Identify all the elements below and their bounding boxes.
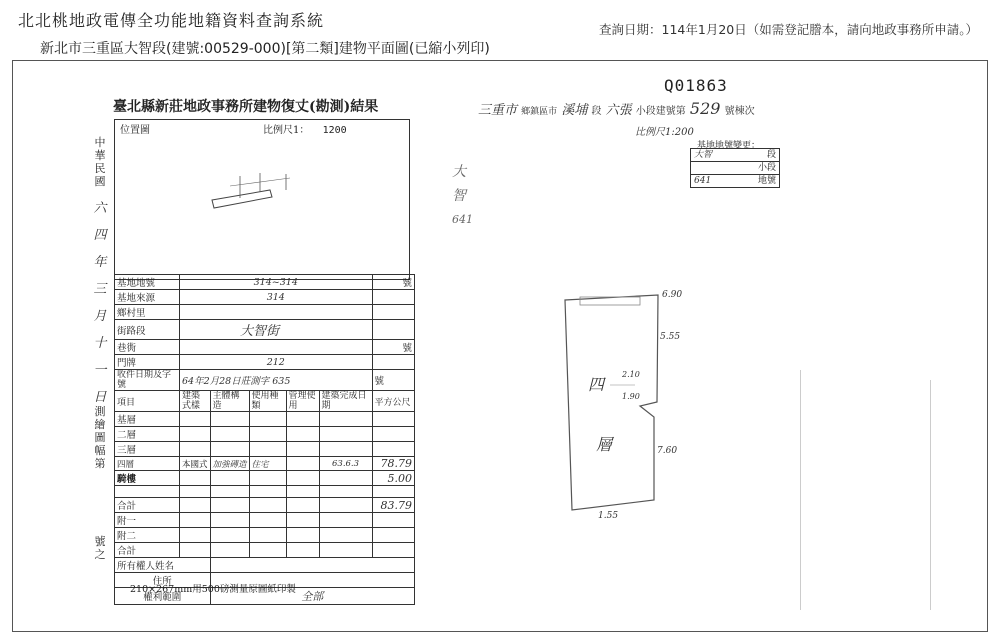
- floor-row: [115, 486, 415, 498]
- vertical-label-no: 號之: [94, 535, 106, 561]
- floor-cell: [286, 442, 319, 457]
- basemap-row: [691, 162, 779, 175]
- floor-cell: [286, 513, 319, 528]
- row-label: 街路段: [115, 320, 180, 340]
- side-note-char: 智: [452, 188, 466, 204]
- floor-cell: [210, 442, 249, 457]
- col-header: 項目: [115, 391, 180, 412]
- floor-cell: [210, 471, 249, 486]
- floor-cell: [372, 513, 414, 528]
- floor-cell: [210, 513, 249, 528]
- rights-label: 權利範圍: [115, 588, 211, 605]
- rights-value: 全部: [210, 588, 414, 605]
- row-label: 巷衖: [115, 340, 180, 355]
- floor-cell: 騎樓: [115, 471, 180, 486]
- floor-cell: [372, 528, 414, 543]
- floor-plan-drawing: [540, 280, 720, 530]
- floor-cell: [286, 412, 319, 427]
- floor-cell: [319, 471, 372, 486]
- address-subsection: 六張: [605, 103, 632, 118]
- row-suffix: [372, 290, 414, 305]
- floor-cell: [372, 486, 414, 498]
- registration-table: [114, 274, 415, 605]
- floor-cell: 加強磚造: [210, 457, 249, 471]
- plan-room-label-2: 層: [596, 435, 613, 454]
- floor-cell: [180, 427, 211, 442]
- address-city: 三重市: [478, 103, 518, 118]
- floor-cell: [286, 471, 319, 486]
- plan-dim-top: 6.90: [662, 290, 683, 300]
- floor-cell: [319, 442, 372, 457]
- vertical-date: [91, 195, 109, 411]
- address-build-no: 529: [689, 99, 721, 118]
- side-note-char: 大: [452, 164, 466, 180]
- floor-row: [115, 543, 415, 558]
- plan-dim-inner-1: 2.10: [622, 370, 640, 379]
- row-value: [180, 340, 373, 355]
- owner-value: [210, 558, 414, 573]
- row-value: 314: [180, 290, 373, 305]
- date-char: 六: [93, 201, 107, 216]
- row-value: 212: [180, 355, 373, 370]
- row-label: 基地來源: [115, 290, 180, 305]
- column-header-row: [115, 391, 415, 412]
- col-header: 建築式樣: [180, 391, 211, 412]
- vertical-label-roc: 中華民國: [94, 136, 106, 188]
- floor-cell: [115, 486, 180, 498]
- floor-cell: [180, 543, 211, 558]
- query-date: 查詢日期：114年1月20日（如需登記謄本，請向地政事務所申請。）: [599, 22, 978, 37]
- table-row: [115, 275, 415, 290]
- floor-cell: [249, 528, 286, 543]
- row-suffix: [372, 355, 414, 370]
- floor-cell: [249, 412, 286, 427]
- table-row: [115, 305, 415, 320]
- col-header: 使用種類: [249, 391, 286, 412]
- floor-cell: [249, 486, 286, 498]
- floor-cell: [319, 486, 372, 498]
- row-label: 收件日期及字號: [115, 370, 180, 391]
- floor-cell: [180, 528, 211, 543]
- plan-scale-note: 比例尺1:200: [635, 127, 694, 138]
- floor-cell: 5.00: [372, 471, 414, 486]
- location-map-label: 位置圖: [120, 125, 150, 136]
- basemap-change-box: [690, 148, 780, 188]
- floor-cell: 附二: [115, 528, 180, 543]
- floor-cell: 附一: [115, 513, 180, 528]
- basemap-value: 641: [694, 176, 712, 186]
- owner-label: 所有權人姓名: [115, 558, 211, 573]
- row-value: 大智街: [180, 320, 373, 340]
- floor-cell: [180, 513, 211, 528]
- plan-dim-right-2: 7.60: [657, 446, 678, 456]
- address-label: 住所: [115, 573, 211, 588]
- floor-cell: [249, 498, 286, 513]
- date-char: 年: [93, 255, 107, 270]
- owner-row: [115, 558, 415, 573]
- floor-cell: [372, 442, 414, 457]
- table-row: [115, 355, 415, 370]
- floor-cell: [286, 427, 319, 442]
- page-header-title: 北北桃地政電傳全功能地籍資料查詢系統: [18, 11, 325, 30]
- floor-cell: 合計: [115, 498, 180, 513]
- floor-cell: [372, 427, 414, 442]
- basemap-change-title: 基地地號變更：: [697, 141, 761, 151]
- floor-cell: [180, 471, 211, 486]
- floor-row: [115, 528, 415, 543]
- basemap-unit: 小段: [757, 163, 776, 173]
- floor-cell: [210, 528, 249, 543]
- basemap-value: 大智: [694, 150, 713, 160]
- floor-cell: 本國式: [180, 457, 211, 471]
- floor-cell: [249, 442, 286, 457]
- row-suffix: 號: [372, 340, 414, 355]
- form-footer: 210×267mm用500磅測量原圖紙印製: [130, 584, 296, 595]
- address-subsection-label: 小段建號第: [635, 106, 686, 117]
- floor-row: [115, 412, 415, 427]
- row-value: 314~314: [180, 275, 373, 290]
- floor-cell: [319, 412, 372, 427]
- table-row: [115, 290, 415, 305]
- floor-cell: [249, 471, 286, 486]
- floor-cell: [319, 528, 372, 543]
- row-suffix: [372, 305, 414, 320]
- plan-dim-right-1: 5.55: [660, 332, 681, 342]
- date-char: 月: [93, 309, 107, 324]
- table-row: [115, 370, 415, 391]
- floor-cell: 三層: [115, 442, 180, 457]
- floor-cell: [210, 486, 249, 498]
- date-char: 四: [93, 228, 107, 243]
- basemap-row: [691, 175, 779, 187]
- date-char: 一: [93, 363, 107, 378]
- floor-cell: 78.79: [372, 457, 414, 471]
- floor-cell: [249, 513, 286, 528]
- floor-cell: [372, 543, 414, 558]
- col-header: 建築完成日期: [319, 391, 372, 412]
- floor-row: [115, 427, 415, 442]
- floor-cell: [180, 442, 211, 457]
- scale-value: 1200: [322, 125, 347, 136]
- date-char: 十: [93, 336, 107, 351]
- plan-room-label: 四: [588, 375, 605, 394]
- scale-label: [263, 121, 347, 136]
- floor-cell: [319, 427, 372, 442]
- floor-cell: [286, 498, 319, 513]
- floor-cell: [210, 498, 249, 513]
- floor-cell: [180, 486, 211, 498]
- page-header-subtitle: 新北市三重區大智段(建號:00529-000)[第二類]建物平面圖(已縮小列印): [40, 41, 490, 57]
- col-header: 平方公尺: [372, 391, 414, 412]
- floor-cell: [319, 543, 372, 558]
- floor-cell: 基層: [115, 412, 180, 427]
- floor-cell: 83.79: [372, 498, 414, 513]
- plan-dim-inner-2: 1.90: [622, 392, 640, 401]
- serial-number: Q01863: [664, 76, 728, 95]
- table-row: [115, 340, 415, 355]
- basemap-unit: 地號: [757, 176, 776, 186]
- row-suffix: [372, 320, 414, 340]
- floor-cell: [180, 412, 211, 427]
- date-char: 日: [93, 390, 107, 405]
- table-row: [115, 320, 415, 340]
- row-suffix: 號: [372, 370, 414, 391]
- floor-cell: 合計: [115, 543, 180, 558]
- floor-cell: [210, 543, 249, 558]
- floor-row: [115, 498, 415, 513]
- row-value: 64年2月28日莊測字 635: [180, 370, 373, 391]
- floor-cell: [286, 486, 319, 498]
- floor-cell: [286, 457, 319, 471]
- floor-cell: [286, 528, 319, 543]
- floor-cell: 二層: [115, 427, 180, 442]
- address-section: 溪埔: [561, 103, 588, 118]
- floor-cell: [319, 498, 372, 513]
- address-line: [478, 99, 755, 118]
- floor-cell: [210, 412, 249, 427]
- floor-cell: [286, 543, 319, 558]
- row-label: 鄉村里: [115, 305, 180, 320]
- form-title: 臺北縣新莊地政事務所建物復丈(勘測)結果: [113, 99, 379, 115]
- location-sketch: [200, 168, 300, 213]
- col-header: 管理使用: [286, 391, 319, 412]
- floor-cell: 住宅: [249, 457, 286, 471]
- row-value: [180, 305, 373, 320]
- address-segment: 段: [591, 106, 602, 117]
- scale-label-text: 比例尺1：: [263, 125, 310, 136]
- right-margin-line: [800, 370, 801, 610]
- side-note: [452, 160, 473, 232]
- floor-cell: [249, 427, 286, 442]
- floor-cell: 63.6.3: [319, 457, 372, 471]
- plan-dim-bottom: 1.55: [598, 511, 619, 521]
- floor-cell: [210, 427, 249, 442]
- right-margin-line-2: [930, 380, 931, 610]
- floor-row: [115, 442, 415, 457]
- col-header: 主體構造: [210, 391, 249, 412]
- date-char: 三: [93, 282, 107, 297]
- vertical-label-sheet: 測繪圖幅第: [94, 405, 106, 470]
- row-label: 基地地號: [115, 275, 180, 290]
- row-label: 門牌: [115, 355, 180, 370]
- floor-row: [115, 513, 415, 528]
- floor-cell: [249, 543, 286, 558]
- floor-plan-outline: [565, 295, 658, 510]
- floor-cell: [372, 412, 414, 427]
- floor-cell: 四層: [115, 457, 180, 471]
- basemap-unit: 段: [766, 150, 776, 160]
- address-township-labels: 鄉鎮區市: [521, 107, 558, 117]
- row-suffix: 號: [372, 275, 414, 290]
- address-build-suffix: 號棟次: [724, 106, 755, 117]
- floor-row: [115, 457, 415, 471]
- floor-cell: [319, 513, 372, 528]
- floor-cell: [180, 498, 211, 513]
- basemap-row: [691, 149, 779, 162]
- side-note-char: 641: [452, 213, 473, 226]
- floor-row: [115, 471, 415, 486]
